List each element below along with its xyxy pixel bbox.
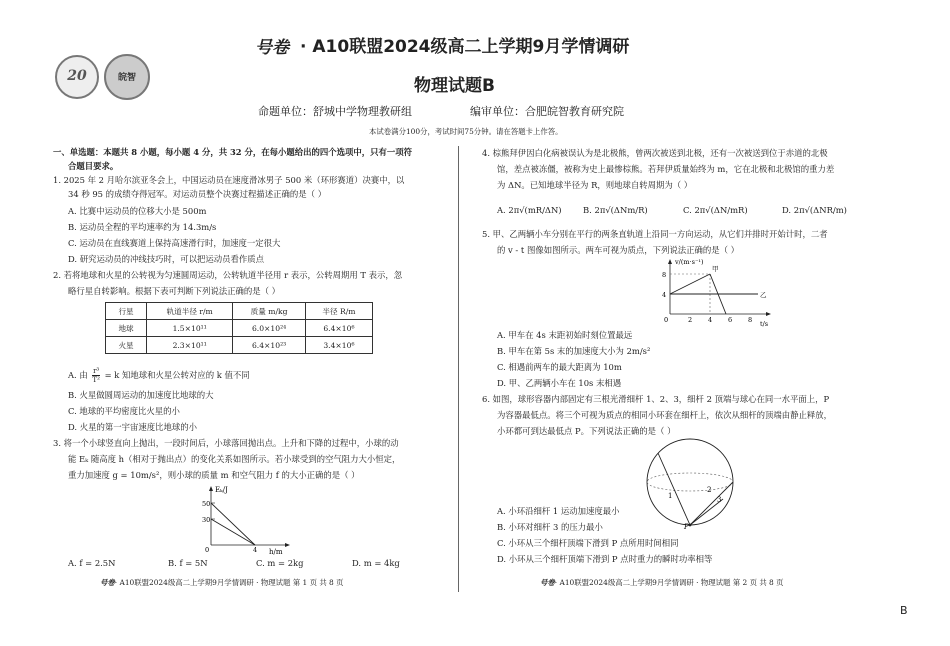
- table-header-row: [106, 303, 373, 320]
- q1-option-d: D. 研究运动员的冲线技巧时，可以把运动员看作质点: [68, 254, 264, 264]
- tick-label-t4: 4: [708, 316, 713, 324]
- q4-option-a-expr: 2π√(mR/ΔN): [508, 205, 562, 215]
- y-axis-arrow: [209, 486, 213, 491]
- equator-ellipse: [647, 473, 733, 491]
- q4-option-c: [683, 204, 748, 216]
- q3-option-c: C. m = 2kg: [256, 558, 304, 568]
- q6-option-b: B. 小环对细杆 3 的压力最小: [497, 522, 603, 532]
- table-cell: 6.0×10²⁴: [233, 320, 306, 337]
- ek-line-down: [211, 519, 255, 545]
- table-cell: 地球: [106, 320, 147, 337]
- q4-option-d-label: D.: [782, 205, 792, 215]
- tick-label-8: 8: [662, 271, 667, 279]
- origin-label: 0: [664, 316, 669, 324]
- seal-text: 皖智: [117, 73, 136, 83]
- brand-logo: 号卷: [255, 38, 289, 58]
- footer-page-1: [100, 577, 344, 589]
- q2-stem-cont: 略行星自转影响。根据下表可判断下列说法正确的是（ ）: [68, 286, 281, 296]
- education-seal-logo: [104, 54, 150, 100]
- table-cell: 1.5×10¹¹: [147, 320, 233, 337]
- version-corner-label: B: [900, 604, 908, 617]
- kepler-fraction: [92, 367, 99, 384]
- table-cell: 2.3×10¹¹: [147, 337, 233, 354]
- q4-option-b-expr: 2π√(ΔNm/R): [594, 205, 648, 215]
- q5-option-c: C. 相遇前两车的最大距离为 10m: [497, 362, 622, 372]
- exam-note: 本试卷满分100分，考试时间75分钟。请在答题卡上作答。: [369, 127, 563, 136]
- footer-page-2: [540, 577, 784, 589]
- tick-label-t6: 6: [728, 316, 733, 324]
- q2-option-a-text: = k 知地球和火星公转对应的 k 值不同: [104, 370, 250, 380]
- y-axis-arrow: [668, 259, 672, 264]
- q4-option-c-expr: 2π√(ΔN/mR): [694, 205, 748, 215]
- x-axis-label: t/s: [760, 320, 769, 328]
- tick-label-4: 4: [253, 546, 258, 554]
- q4-option-a-label: A.: [497, 205, 506, 215]
- q6-stem-cont2: 小环都可到达最低点 P。下列说法正确的是（ ）: [497, 426, 676, 436]
- q6-stem: 6. 如图，球形容器内部固定有三根光滑细杆 1、2、3，细杆 2 顶端与球心在同一水平面上，P: [482, 394, 830, 404]
- q1-option-a: A. 比赛中运动员的位移大小是 500m: [68, 206, 207, 216]
- q4-option-a: [497, 204, 562, 216]
- q1-stem-cont: 34 秒 95 的成绩夺得冠军。对运动员整个决赛过程描述正确的是（ ）: [68, 189, 327, 199]
- proposition-unit: 命题单位：舒城中学物理教研组: [258, 105, 412, 118]
- q2-option-d: D. 火星的第一宇宙速度比地球的小: [68, 422, 197, 432]
- q5-vt-graph: [648, 256, 778, 328]
- table-row: [106, 337, 373, 354]
- q6-sphere-diagram: [640, 435, 740, 530]
- footer-brand: 号卷: [540, 578, 555, 587]
- x-axis-arrow: [285, 543, 290, 547]
- tick-label-4: 4: [662, 291, 667, 299]
- section-heading-cont: 合题目要求。: [68, 161, 119, 171]
- q4-stem-cont2: 为 ΔN。已知地球半径为 R，则地球自转周期为（ ）: [497, 180, 693, 190]
- planet-table: [105, 302, 373, 354]
- exam-subtitle: 物理试题B: [414, 76, 495, 96]
- q5-stem-cont: 的 v - t 图像如图所示。两车可视为质点，下列说法正确的是（ ）: [497, 245, 739, 255]
- table-header: 半径 R/m: [305, 303, 372, 320]
- q2-option-c: C. 地球的平均密度比火星的小: [68, 406, 180, 416]
- q4-option-b: [583, 204, 648, 216]
- y-axis-label: Eₖ/J: [215, 486, 228, 494]
- q2-option-a: [68, 367, 250, 384]
- q3-stem-cont: 能 Eₖ 随高度 h（相对于抛出点）的变化关系如图所示。若小球受到的空气阻力大小恒定，: [68, 454, 401, 464]
- q5-option-b: B. 甲车在第 5s 末的加速度大小为 2m/s²: [497, 346, 651, 356]
- tick-label-50: 50: [202, 500, 211, 508]
- point-p-label: P: [684, 523, 689, 530]
- table-header: 轨道半径 r/m: [147, 303, 233, 320]
- q2-option-a-label: A. 由: [68, 370, 88, 380]
- q4-stem-cont: 馆，差点被冻僵，被称为史上最惨棕熊。若拜伊质量始终为 m，它在北极和北极馆的重力差: [497, 164, 835, 174]
- footer-text: · A10联盟2024级高二上学期9月学情调研 · 物理试题 第 1 页 共 8 页: [114, 578, 344, 587]
- origin-label: 0: [205, 546, 210, 554]
- point-p-marker: [689, 524, 692, 527]
- fraction-denominator: T²: [92, 376, 100, 384]
- series-jia-up: [670, 274, 710, 294]
- series-label-jia: 甲: [712, 265, 719, 273]
- q4-option-b-label: B.: [583, 205, 592, 215]
- q3-ek-h-graph: [195, 483, 295, 555]
- q1-option-c: C. 运动员在直线赛道上保持高速滑行时，加速度一定很大: [68, 238, 281, 248]
- q4-option-d: [782, 204, 847, 216]
- tick-label-t8: 8: [748, 316, 753, 324]
- table-cell: 6.4×10⁶: [305, 320, 372, 337]
- q5-stem: 5. 甲、乙两辆小车分别在平行的两条直轨道上沿同一方向运动，从它们并排时开始计时，二者: [482, 229, 828, 239]
- x-axis-arrow: [766, 312, 771, 316]
- tick-label-30: 30: [202, 516, 211, 524]
- tick-label-t2: 2: [688, 316, 693, 324]
- table-header: 质量 m/kg: [233, 303, 306, 320]
- q3-option-a: A. f = 2.5N: [68, 558, 116, 568]
- series-label-yi: 乙: [760, 291, 767, 299]
- rod-label-1: 1: [668, 492, 673, 500]
- table-cell: 3.4×10⁶: [305, 337, 372, 354]
- q2-stem: 2. 若将地球和火星的公转视为匀速圆周运动，公转轨道半径用 r 表示，公转周期用 T 表示，忽: [53, 270, 403, 280]
- q3-option-b: B. f = 5N: [168, 558, 208, 568]
- seal-number: 20: [67, 68, 87, 84]
- exam-title: · A10联盟2024级高二上学期9月学情调研: [300, 37, 630, 57]
- q1-stem: 1. 2025 年 2 月哈尔滨亚冬会上，中国运动员在速度滑冰男子 500 米（环形赛道）决赛中，以: [53, 175, 405, 185]
- q6-option-a: A. 小环沿细杆 1 运动加速度最小: [497, 506, 620, 516]
- q1-option-b: B. 运动员全程的平均速率约为 14.3m/s: [68, 222, 217, 232]
- table-row: [106, 320, 373, 337]
- q6-stem-cont: 为容器最低点。将三个可视为质点的相同小环套在细杆上，依次从细杆的顶端由静止释放，: [497, 410, 832, 420]
- rod-2: [690, 482, 733, 525]
- q5-option-a: A. 甲车在 4s 末距初始时刻位置最远: [497, 330, 633, 340]
- column-divider: [458, 146, 459, 592]
- section-heading: 一、单选题：本题共 8 小题，每小题 4 分，共 32 分，在每小题给出的四个选项中，只有一项符: [53, 147, 413, 157]
- sphere-outline: [647, 439, 733, 525]
- rod-label-3: 3: [717, 496, 722, 504]
- table-header: 行星: [106, 303, 147, 320]
- q5-option-d: D. 甲、乙两辆小车在 10s 末相遇: [497, 378, 622, 388]
- q3-stem: 3. 将一个小球竖直向上抛出，一段时间后，小球落回抛出点。上升和下降的过程中，小球的动: [53, 438, 399, 448]
- q4-stem: 4. 棕熊拜伊因白化病被误认为是北极熊，曾两次被送到北极，还有一次被送到位于赤道的北极: [482, 148, 828, 158]
- q4-option-c-label: C.: [683, 205, 692, 215]
- review-unit: 编审单位：合肥皖智教育研究院: [470, 105, 624, 118]
- q3-stem-cont2: 重力加速度 g = 10m/s²，则小球的质量 m 和空气阻力 f 的大小正确的是（ ）: [68, 470, 360, 480]
- q6-option-c: C. 小环从三个细杆顶端下滑到 P 点所用时间相同: [497, 538, 679, 548]
- table-cell: 火星: [106, 337, 147, 354]
- footer-text: · A10联盟2024级高二上学期9月学情调研 · 物理试题 第 2 页 共 8 页: [554, 578, 784, 587]
- x-axis-label: h/m: [269, 548, 283, 555]
- y-axis-label: v/(m·s⁻¹): [675, 258, 704, 266]
- rod-label-2: 2: [707, 486, 712, 494]
- q6-option-d: D. 小环从三个细杆顶端下滑到 P 点时重力的瞬时功率相等: [497, 554, 713, 564]
- q3-option-d: D. m = 4kg: [352, 558, 400, 568]
- table-cell: 6.4×10²³: [233, 337, 306, 354]
- q4-option-d-expr: 2π√(ΔNR/m): [793, 205, 847, 215]
- ek-line-up: [211, 503, 255, 545]
- q2-option-b: B. 火星做圆周运动的加速度比地球的大: [68, 390, 214, 400]
- school-seal-logo: [55, 55, 99, 99]
- footer-brand: 号卷: [100, 578, 115, 587]
- fraction-numerator: r³: [93, 367, 100, 375]
